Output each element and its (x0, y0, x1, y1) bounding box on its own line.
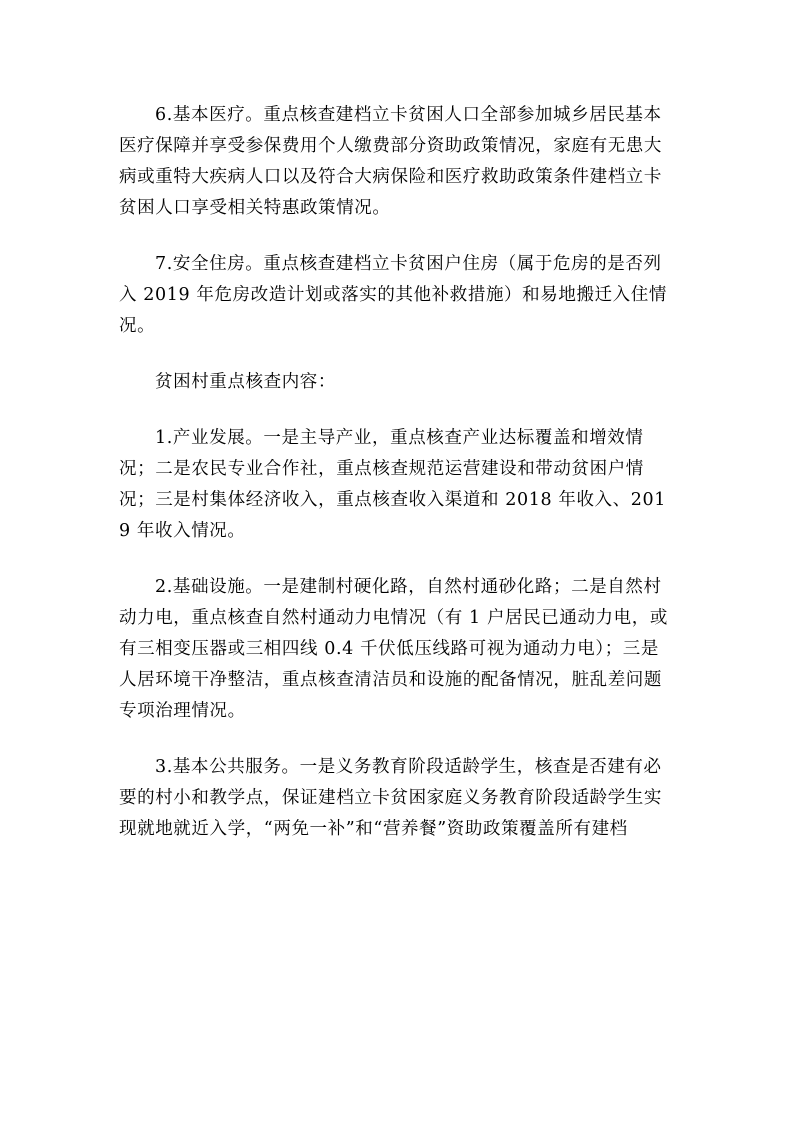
paragraph-infrastructure: 2.基础设施。一是建制村硬化路，自然村通砂化路；二是自然村动力电，重点核查自然村通动力电情况（有 1 户居民已通动力电，或有三相变压器或三相四线 0.4 千伏低压线路可视为通动力电）；三是人居环境干净整洁，重点核查清洁员和设施的配备情况，脏乱差问题专项治理情况。 (119, 577, 668, 721)
paragraph-basic-medical: 6.基本医疗。重点核查建档立卡贫困人口全部参加城乡居民基本医疗保障并享受参保费用个人缴费部分资助政策情况，家庭有无患大病或重特大疾病人口以及符合大病保险和医疗救助政策条件建档立卡贫困人口享受相关特惠政策情况。 (119, 105, 662, 218)
paragraph-basic-public-services: 3.基本公共服务。一是义务教育阶段适龄学生，核查是否建有必要的村小和教学点，保证建档立卡贫困家庭义务教育阶段适龄学生实现就地就近入学，“两免一补”和“营养餐”资助政策覆盖所有建档 (119, 757, 662, 839)
section-heading-poor-village-checks: 贫困村重点核查内容： (155, 372, 336, 392)
paragraph-industry-development: 1.产业发展。一是主导产业，重点核查产业达标覆盖和增效情况；二是农民专业合作社，重点核查规范运营建设和带动贫困户情况；三是村集体经济收入，重点核查收入渠道和 2018 年收入、2019 年收入情况。 (119, 428, 666, 541)
paragraph-safe-housing: 7.安全住房。重点核查建档立卡贫困户住房（属于危房的是否列入 2019 年危房改造计划或落实的其他补救措施）和易地搬迁入住情况。 (119, 254, 667, 336)
document-body (119, 100, 675, 870)
